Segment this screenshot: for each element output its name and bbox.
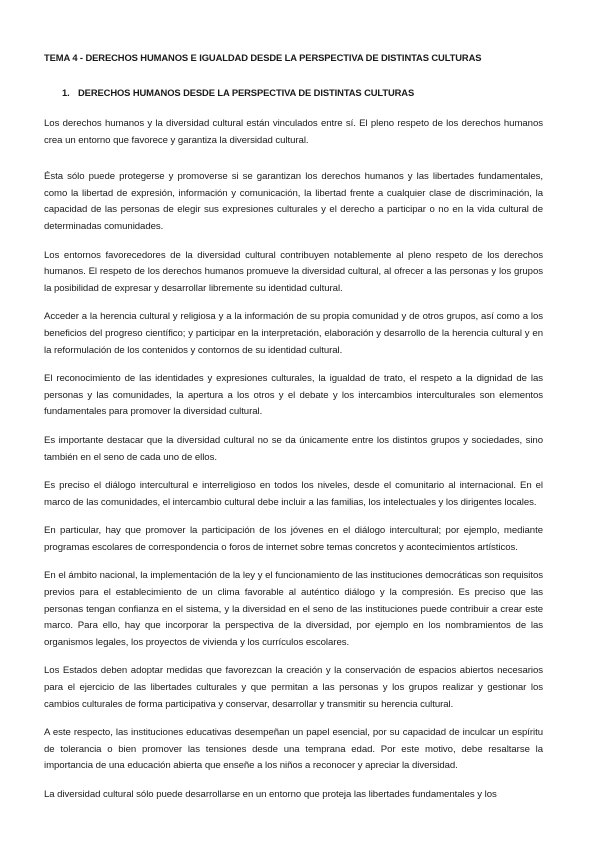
paragraph: En el ámbito nacional, la implementación de la ley y el funcionamiento de las instituciones democráticas son requisitos previos para el establecimiento de un clima favorable al auténtico diálogo y la compresión. Es preciso que las personas tengan confianza en el sistema, y la diversidad en el seno de las instituciones puede contribuir a crear este marco. Para ello, hay que incorporar la perspectiva de la diversidad, por ejemplo en los nombramientos de las organismos legales, los proyectos de vivienda y los currículos escolares. (44, 570, 543, 648)
paragraph: Los entornos favorecedores de la diversidad cultural contribuyen notablemente al pleno respeto de los derechos humanos. El respeto de los derechos humanos promueve la diversidad cultural, al ofrecer a las personas y los grupos la posibilidad de expresar y desarrollar libremente su identidad cultural. (44, 249, 543, 294)
paragraph: Es importante destacar que la diversidad cultural no se da únicamente entre los distintos grupos y sociedades, sino también en el seno de cada uno de ellos. (44, 434, 543, 463)
paragraph: La diversidad cultural sólo puede desarrollarse en un entorno que proteja las libertades fundamentales y los (44, 789, 497, 800)
paragraph: Los Estados deben adoptar medidas que favorezcan la creación y la conservación de espacios abiertos necesarios para el ejercicio de las libertades culturales y que permitan a las personas y los grupos realizar y gestionar los cambios culturales de forma participativa y conservar, desarrollar y transmitir su herencia cultural. (44, 665, 543, 710)
paragraph: El reconocimiento de las identidades y expresiones culturales, la igualdad de trato, el respeto a la dignidad de las personas y las comunidades, la apertura a los otros y el debate y los intercambios interculturales son elementos fundamentales para promover la diversidad cultural. (44, 373, 543, 418)
section-number: 1. (62, 87, 70, 98)
document-title: TEMA 4 - DERECHOS HUMANOS E IGUALDAD DESDE LA PERSPECTIVA DE DISTINTAS CULTURAS (44, 52, 482, 63)
paragraph: Ésta sólo puede protegerse y promoverse si se garantizan los derechos humanos y las libertades fundamentales, como la libertad de expresión, información y comunicación, la libertad frente a cualquier clase de discriminación, la capacidad de las personas de elegir sus expresiones culturales y el derecho a participar o no en la vida cultural de determinadas comunidades. (44, 171, 543, 232)
paragraph: En particular, hay que promover la participación de los jóvenes en el diálogo intercultural; por ejemplo, mediante programas escolares de correspondencia o foros de internet sobre temas concretos y acontecimientos artísticos. (44, 525, 543, 553)
section-heading-text: DERECHOS HUMANOS DESDE LA PERSPECTIVA DE DISTINTAS CULTURAS (78, 87, 415, 98)
paragraph: Los derechos humanos y la diversidad cultural están vinculados entre sí. El pleno respeto de los derechos humanos crea un entorno que favorece y garantiza la diversidad cultural. (44, 118, 543, 146)
paragraph: A este respecto, las instituciones educativas desempeñan un papel esencial, por su capacidad de inculcar un espíritu de tolerancia o bien promover las tensiones desde una temprana edad. Por este motivo, debe resaltarse la importancia de una educación abierta que enseñe a los niños a reconocer y apreciar la diversidad. (44, 727, 543, 772)
paragraph: Es preciso el diálogo intercultural e interreligioso en todos los niveles, desde el comunitario al internacional. En el marco de las comunidades, el intercambio cultural debe incluir a las familias, los intelectuales y los dirigentes locales. (44, 480, 543, 508)
paragraph: Acceder a la herencia cultural y religiosa y a la información de su propia comunidad y de otros grupos, así como a los beneficios del progreso científico; y participar en la interpretación, elaboración y desarrollo de la herencia cultural y en la reformulación de los contenidos y contornos de su identidad cultural. (44, 311, 543, 356)
section-heading (62, 86, 543, 99)
